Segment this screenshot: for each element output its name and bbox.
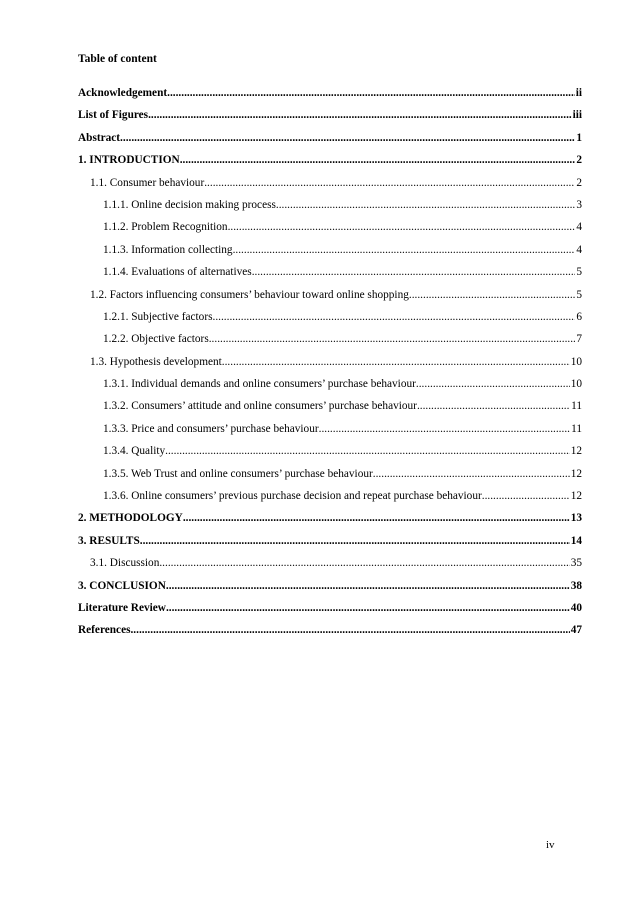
table-of-contents: [78, 87, 582, 647]
toc-entry-title: 2. METHODOLOGY: [78, 512, 183, 525]
toc-entry-title: 1.3.1. Individual demands and online consumers’ purchase behaviour: [103, 378, 416, 391]
toc-entry[interactable]: [78, 199, 582, 221]
toc-entry-page: 7: [576, 333, 582, 346]
toc-entry-page: 35: [570, 557, 582, 570]
toc-entry[interactable]: [78, 445, 582, 467]
toc-entry-title: List of Figures: [78, 109, 149, 122]
toc-entry[interactable]: [78, 221, 582, 243]
toc-dot-leader: [409, 289, 575, 301]
toc-entry-page: 13: [570, 512, 582, 525]
toc-entry-page: 40: [570, 601, 582, 614]
toc-entry-title: 3.1. Discussion: [90, 557, 160, 570]
toc-dot-leader: [228, 221, 576, 233]
toc-entry-title: 1.2.1. Subjective factors: [103, 310, 213, 323]
toc-entry-page: 38: [570, 579, 582, 592]
toc-entry-title: Abstract: [78, 131, 121, 144]
toc-entry[interactable]: [78, 490, 582, 512]
toc-dot-leader: [183, 512, 570, 524]
toc-entry[interactable]: [78, 333, 582, 355]
toc-entry[interactable]: [78, 580, 582, 602]
toc-entry-page: 6: [576, 310, 582, 323]
toc-dot-leader: [166, 602, 570, 614]
toc-entry[interactable]: [78, 378, 582, 400]
toc-entry-page: iii: [572, 109, 582, 122]
toc-dot-leader: [276, 199, 575, 211]
toc-entry[interactable]: [78, 624, 582, 646]
toc-entry[interactable]: [78, 244, 582, 266]
toc-dot-leader: [140, 535, 570, 547]
toc-dot-leader: [222, 356, 570, 368]
toc-entry-page: 10: [570, 355, 582, 368]
toc-dot-leader: [209, 333, 576, 345]
toc-dot-leader: [373, 468, 570, 480]
toc-entry-page: 1: [576, 131, 582, 144]
toc-dot-leader: [165, 445, 570, 457]
toc-entry-title: Acknowledgement: [78, 87, 168, 99]
toc-entry[interactable]: [78, 266, 582, 288]
toc-entry[interactable]: [78, 602, 582, 624]
toc-entry[interactable]: [78, 132, 582, 154]
toc-entry-page: 2: [576, 154, 582, 167]
toc-dot-leader: [319, 423, 570, 435]
toc-entry-title: 1.3.4. Quality: [103, 445, 166, 458]
toc-entry[interactable]: [78, 557, 582, 579]
toc-entry-page: 5: [576, 266, 582, 279]
toc-entry-title: 1.1.2. Problem Recognition: [103, 221, 228, 234]
toc-dot-leader: [252, 266, 576, 278]
toc-entry-page: 12: [570, 467, 582, 480]
toc-entry[interactable]: [78, 87, 582, 109]
toc-dot-leader: [148, 109, 571, 121]
toc-entry-page: 12: [570, 445, 582, 458]
toc-entry[interactable]: [78, 356, 582, 378]
toc-dot-leader: [416, 378, 570, 390]
toc-entry-title: 1.2. Factors influencing consumers’ behaviour toward online shopping: [90, 288, 409, 301]
toc-entry[interactable]: [78, 154, 582, 176]
toc-dot-leader: [166, 580, 570, 592]
toc-entry-title: 1.1.3. Information collecting: [103, 243, 233, 256]
toc-entry-page: 3: [576, 198, 582, 211]
toc-dot-leader: [204, 177, 575, 189]
toc-dot-leader: [482, 490, 570, 502]
toc-dot-leader: [180, 154, 576, 166]
toc-entry-title: 1.3.6. Online consumers’ previous purchase decision and repeat purchase behaviour: [103, 490, 482, 503]
toc-entry-title: 1.1.4. Evaluations of alternatives: [103, 266, 252, 279]
toc-entry-page: 4: [576, 221, 582, 234]
toc-dot-leader: [233, 244, 576, 256]
toc-entry-page: 2: [576, 176, 582, 189]
toc-heading: Table of content: [78, 53, 157, 65]
toc-entry-title: 1. INTRODUCTION: [78, 154, 180, 167]
toc-entry-title: 3. RESULTS: [78, 534, 140, 547]
toc-entry[interactable]: [78, 468, 582, 490]
toc-entry[interactable]: [78, 512, 582, 534]
toc-entry-title: 1.3.3. Price and consumers’ purchase behaviour: [103, 422, 319, 435]
toc-entry-page: 11: [571, 400, 582, 413]
toc-entry-title: 3. CONCLUSION: [78, 579, 166, 592]
toc-entry-title: 1.3.5. Web Trust and online consumers’ purchase behaviour: [103, 467, 373, 480]
toc-entry-page: 12: [570, 490, 582, 503]
page-number: iv: [546, 839, 555, 851]
toc-entry[interactable]: [78, 311, 582, 333]
toc-entry[interactable]: [78, 289, 582, 311]
toc-entry[interactable]: [78, 177, 582, 199]
toc-entry[interactable]: [78, 423, 582, 445]
toc-entry[interactable]: [78, 535, 582, 557]
toc-entry-page: 4: [576, 243, 582, 256]
toc-entry-title: Literature Review: [78, 601, 166, 614]
toc-entry-title: 1.2.2. Objective factors: [103, 333, 209, 346]
toc-entry-page: 47: [570, 624, 582, 637]
toc-dot-leader: [120, 132, 575, 144]
toc-entry-title: 1.1. Consumer behaviour: [90, 176, 205, 189]
toc-entry-page: 5: [576, 288, 582, 301]
toc-entry[interactable]: [78, 400, 582, 422]
toc-entry-title: 1.3. Hypothesis development: [90, 355, 222, 368]
toc-entry-page: 11: [571, 422, 582, 435]
toc-dot-leader: [417, 400, 570, 412]
toc-dot-leader: [167, 87, 575, 99]
toc-entry-title: References: [78, 624, 131, 637]
toc-dot-leader: [159, 557, 569, 569]
toc-dot-leader: [213, 311, 576, 323]
toc-entry-title: 1.1.1. Online decision making process: [103, 198, 276, 211]
toc-entry-title: 1.3.2. Consumers’ attitude and online consumers’ purchase behaviour: [103, 400, 417, 413]
toc-entry[interactable]: [78, 109, 582, 131]
toc-dot-leader: [130, 624, 569, 636]
toc-entry-page: ii: [575, 87, 582, 99]
toc-entry-page: 10: [570, 378, 582, 391]
toc-entry-page: 14: [570, 534, 582, 547]
